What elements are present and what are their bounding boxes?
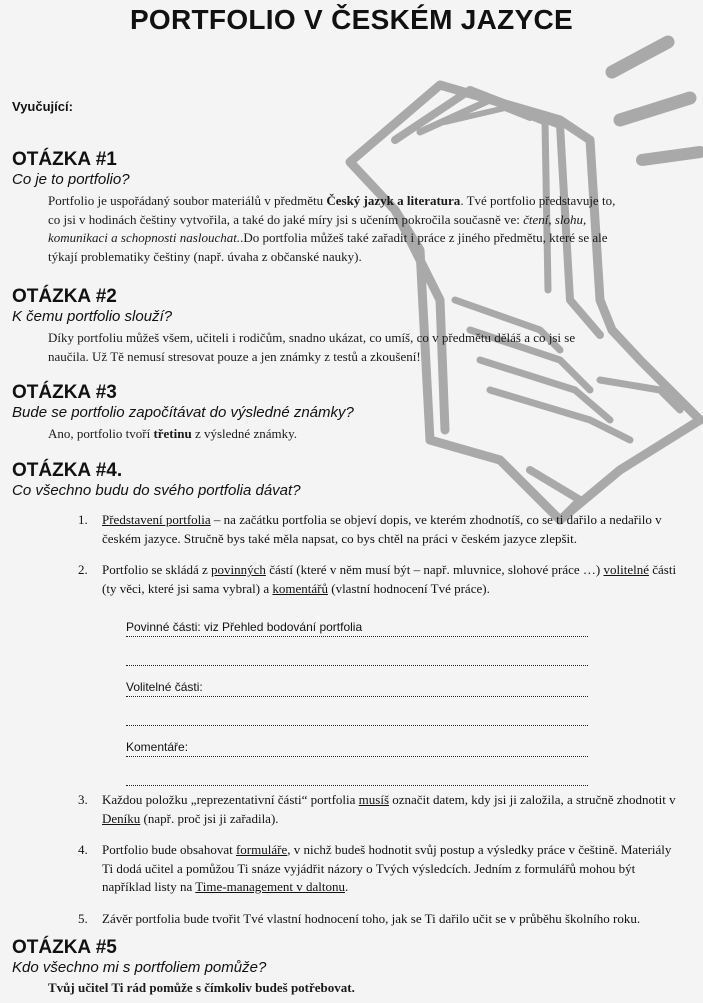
question-4-list-continued (78, 791, 683, 941)
question-3 (12, 382, 689, 444)
comments-field[interactable]: Komentáře: (126, 738, 588, 757)
item-1-text: – na začátku portfolia se objeví dopis, ve kterém zhodnotíš, co se ti dařilo a nedařilo v českém jazyce. Stručně bys také měla napsat, co bys chtěl na práci v českém jazyce zlepšit. (102, 512, 662, 546)
item-3-diary: Deníku (102, 810, 141, 826)
item-2-text-3: části (ty věci, které jsi sama vybral) a (102, 562, 677, 596)
list-number: 5. (78, 910, 88, 926)
q1-text: Portfolio je uspořádaný soubor materiálů v předmětu (48, 193, 327, 208)
item-2-text: Portfolio se skládá z (102, 562, 212, 577)
question-2-body: Díky portfoliu můžeš všem, učiteli i rodičům, snadno ukázat, co umíš, co v předmětu děláš a co jsi se naučila. Už Tě nemusí stresovat pouze a jen známky z testů a zkoušení! (48, 330, 576, 364)
q3-text-2: z výsledné známky. (191, 426, 298, 441)
comments-blank-line[interactable] (126, 757, 588, 786)
optional-parts-blank-line[interactable] (126, 697, 588, 726)
question-1-heading: OTÁZKA #1 (12, 149, 117, 170)
list-item (78, 561, 683, 598)
item-2-optional: volitelné (603, 562, 649, 577)
question-3-subheading: Bude se portfolio započítávat do výsledné známky? (12, 404, 354, 421)
item-1-term: Představení portfolia (102, 512, 211, 527)
mandatory-parts-field[interactable]: Povinné části: viz Přehled bodování portfolia (126, 618, 588, 637)
question-5-heading: OTÁZKA #5 (12, 937, 117, 958)
question-4-list (78, 511, 683, 611)
list-number: 1. (78, 512, 88, 527)
item-2-mandatory: povinných (211, 562, 266, 577)
optional-parts-field[interactable]: Volitelné části: (126, 678, 588, 697)
question-4-heading: OTÁZKA #4. (12, 460, 123, 481)
item-2-text-4: (vlastní hodnocení Tvé práce). (327, 580, 490, 596)
list-item (78, 791, 683, 828)
list-item (78, 511, 683, 548)
question-2-subheading: K čemu portfolio slouží? (12, 308, 173, 325)
question-4-subheading: Co všechno budu do svého portfolia dávat? (12, 482, 301, 499)
item-4-forms: formuláře (235, 842, 288, 857)
question-4 (12, 460, 689, 500)
list-number: 4. (78, 842, 88, 857)
q1-subject: Český jazyk a literatura (326, 193, 461, 208)
item-4-text-2: , v nichž budeš hodnotit svůj postup a výsledky práce v češtině. Materiály Ti dodá učitel a pomůžou Ti snáze vyjádřit názory o Tvých výsledcích. Jedním z formulářů mohou být například listy na (102, 842, 672, 894)
question-1-subheading: Co je to portfolio? (12, 171, 130, 188)
question-1-body (12, 192, 618, 266)
list-item (78, 841, 683, 897)
list-item (78, 910, 683, 929)
item-5-text: Závěr portfolia bude tvořit Tvé vlastní hodnocení toho, jak se Ti dařilo učit se v průběhu školního roku. (102, 910, 641, 926)
q1-text-3: .Do portfolia můžeš také zařadit i práce z jiného předmětu, které se ale týkají problematiky češtiny (např. úvaha z občanské nauky). (48, 230, 608, 264)
q3-third: třetinu (153, 426, 192, 441)
question-3-body (12, 425, 689, 444)
question-5-subheading: Kdo všechno mi s portfoliem pomůže? (12, 959, 267, 976)
item-3-text: Každou položku „reprezentativní části“ portfolia (102, 792, 359, 807)
question-2-heading: OTÁZKA #2 (12, 286, 117, 307)
teacher-label: Vyučující: (12, 99, 73, 114)
list-number: 3. (78, 792, 88, 807)
item-2-comments: komentářů (272, 580, 328, 596)
item-4-time-management: Time-management v daltonu (195, 879, 345, 894)
question-5-body: Tvůj učitel Ti rád pomůže s čímkoliv budeš potřebovat. (48, 980, 355, 995)
item-3-text-3: (např. proč jsi ji zařadila). (140, 810, 279, 826)
question-1 (12, 149, 689, 266)
fill-in-fields (126, 618, 588, 786)
q1-text-2: . Tvé portfolio představuje to, co jsi v hodinách češtiny vytvořila, a také do jaké míry jsi s učením pokročila současně ve: (48, 193, 616, 227)
item-4-text: Portfolio bude obsahovat (102, 842, 236, 857)
q1-skills: čtení, slohu, komunikaci a schopnosti naslouchat. (48, 211, 587, 245)
mandatory-parts-blank-line[interactable] (126, 637, 588, 666)
question-2 (12, 286, 689, 366)
item-2-text-2: částí (které v něm musí být – např. mluvnice, slohové práce …) (265, 562, 604, 577)
q3-text: Ano, portfolio tvoří (48, 426, 154, 441)
question-5 (12, 937, 689, 998)
item-3-must: musíš (358, 792, 389, 807)
item-3-text-2: označit datem, kdy jsi ji založila, a stručně zhodnotit v (389, 792, 676, 807)
item-4-text-3: . (345, 879, 349, 894)
page-title: PORTFOLIO V ČESKÉM JAZYCE (129, 4, 574, 35)
question-3-heading: OTÁZKA #3 (12, 382, 117, 403)
list-number: 2. (78, 562, 88, 577)
